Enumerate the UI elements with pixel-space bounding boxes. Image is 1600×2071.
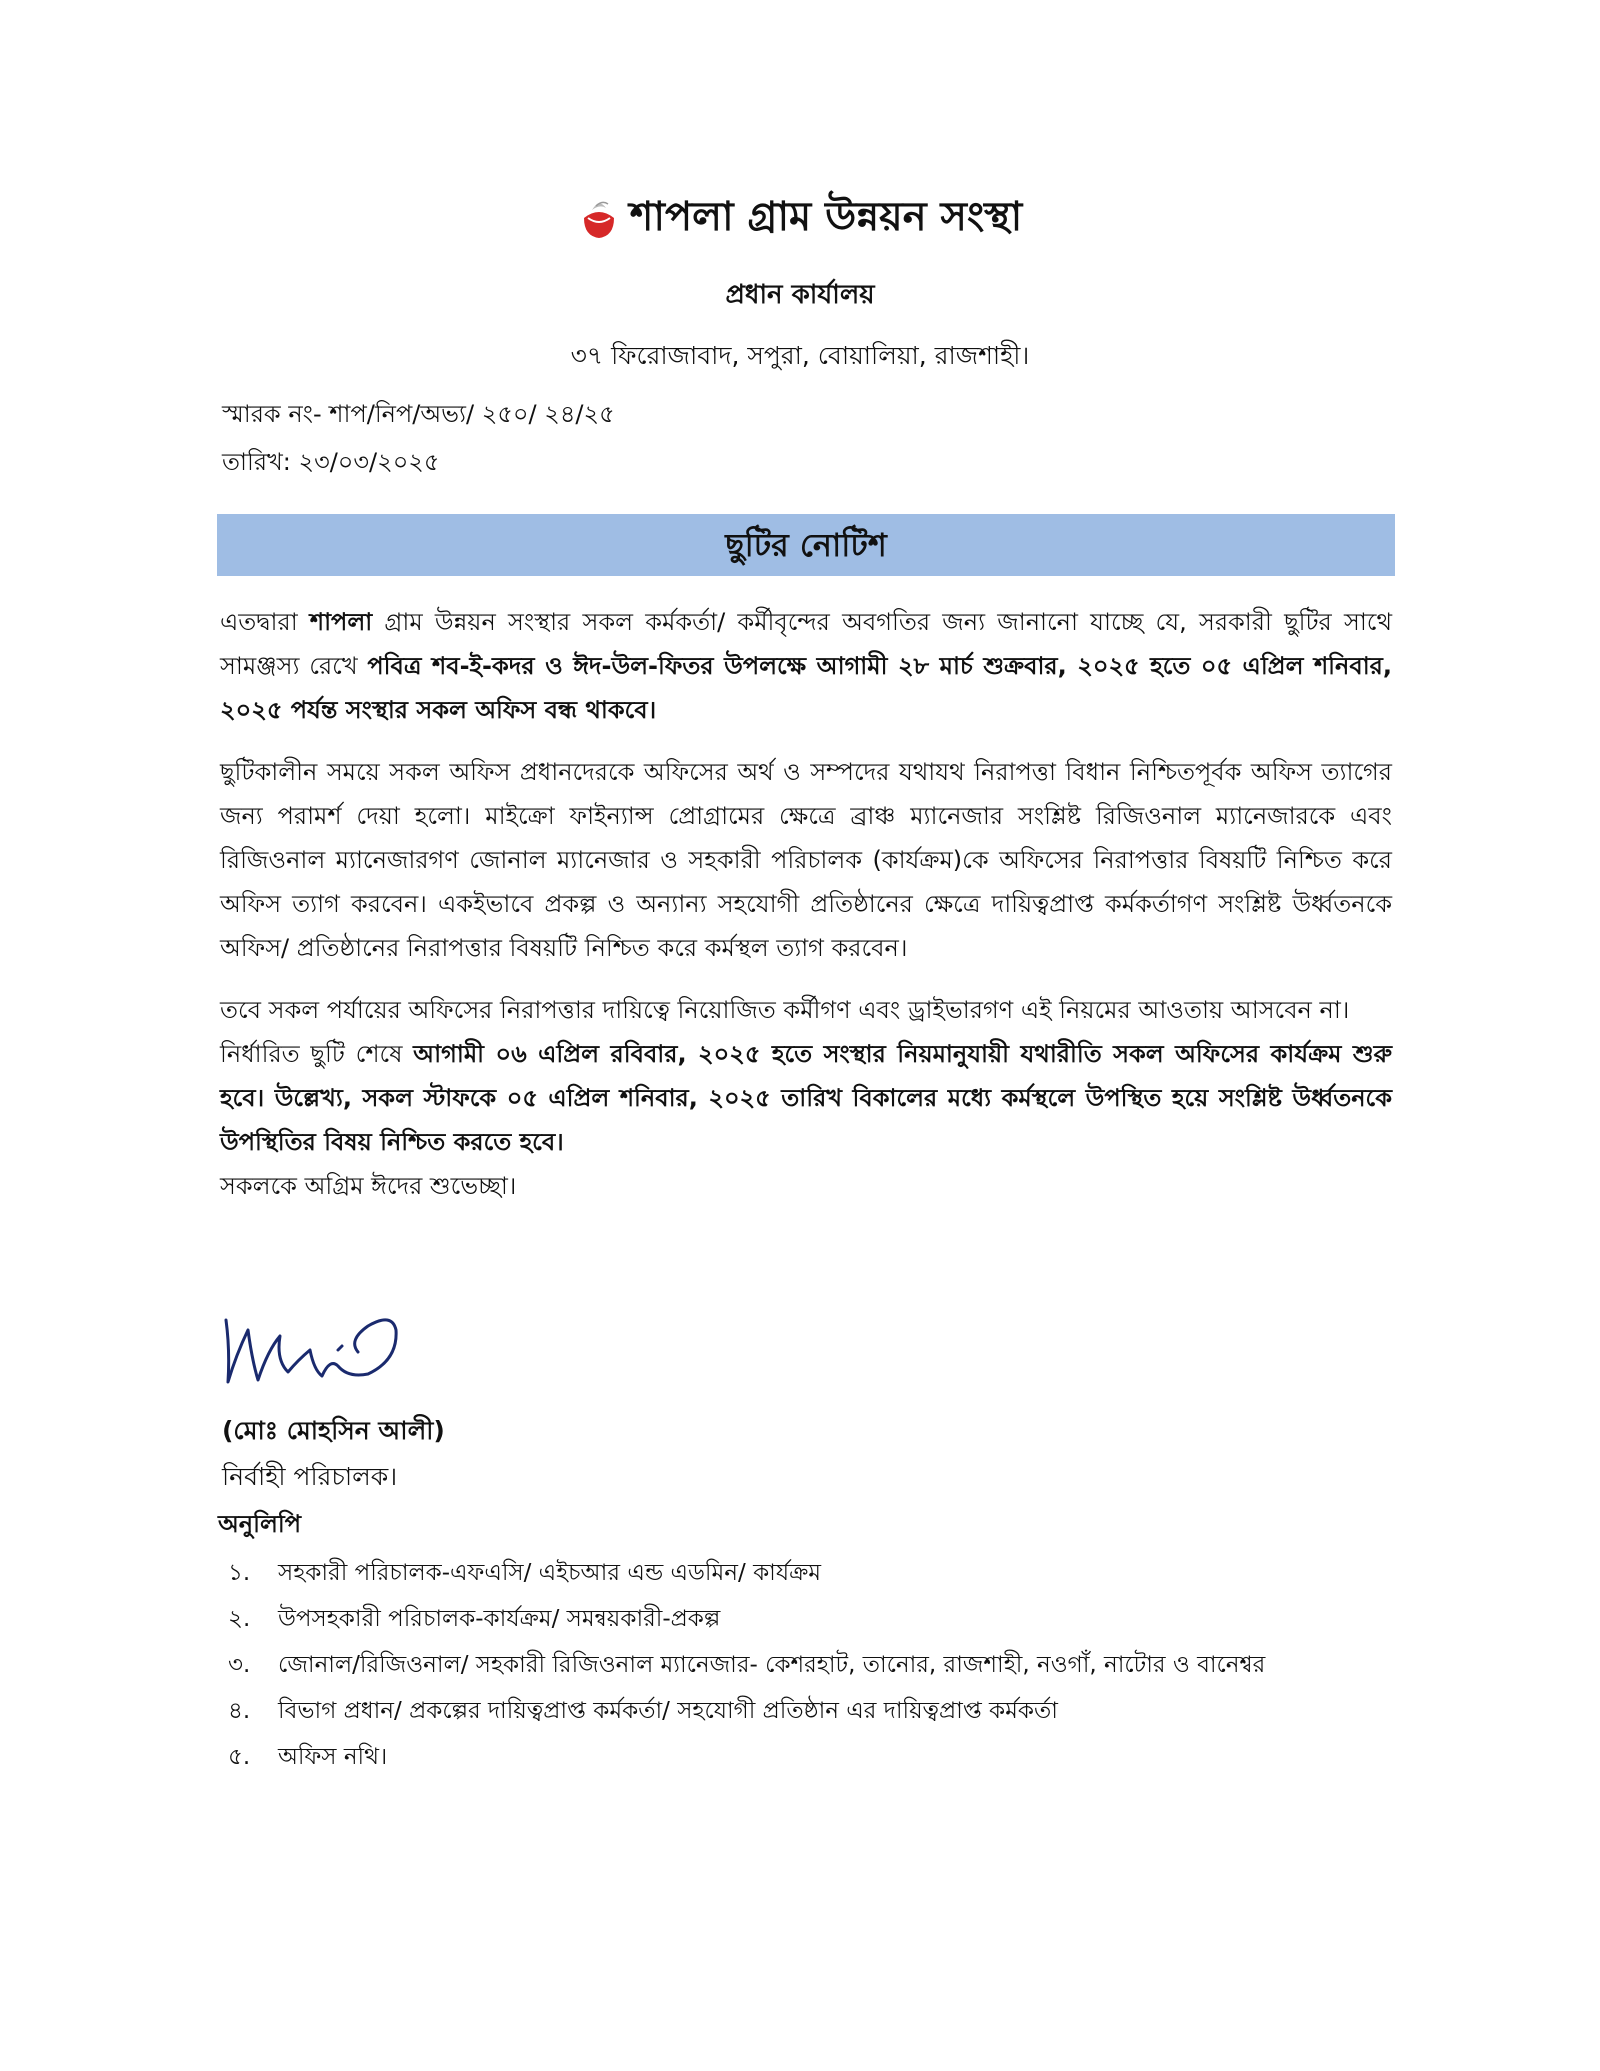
p1-text-c: গ্রাম উন্নয়ন সংস্থার সকল কর্মকর্তা/ কর্মীবৃন্দের অবগতির জন্য জানানো যাচ্ছে যে, সরকারী ছুটির সাথে সামঞ্জস্য রেখে — [220, 608, 1392, 680]
p4-text-a: নির্ধারিত ছুটি শেষে — [220, 1040, 414, 1068]
signer-block — [222, 1408, 445, 1500]
memo-block — [222, 390, 615, 486]
cc-item-text: অফিস নথি। — [278, 1744, 388, 1770]
p1-holiday-bold: পবিত্র শব-ই-কদর ও ঈদ-উল-ফিতর উপলক্ষে আগামী ২৮ মার্চ শুক্রবার, ২০২৫ হতে ০৫ এপ্রিল শনিবার, ২০২৫ পর্যন্ত সংস্থার সকল অফিস বন্ধ থাকবে। — [220, 652, 1393, 724]
notice-body — [220, 600, 1392, 1208]
p4-resume-bold: আগামী ০৬ এপ্রিল রবিবার, ২০২৫ হতে সংস্থার নিয়মানুযায়ী যথারীতি সকল অফিসের কার্যক্রম শুরু হবে। উল্লেখ্য, সকল স্টাফকে ০৫ এপ্রিল শনিবার, ২০২৫ তারিখ বিকালের মধ্যে কর্মস্থলে উপস্থিত হয়ে সংশ্লিষ্ট উর্ধ্বতনকে উপস্থিতির বিষয় নিশ্চিত করতে হবে। — [220, 1040, 1392, 1156]
signer-designation: নির্বাহী পরিচালক। — [222, 1462, 398, 1491]
cc-item — [228, 1642, 1265, 1688]
cc-item-text: বিভাগ প্রধান/ প্রকল্পের দায়িত্বপ্রাপ্ত কর্মকর্তা/ সহযোগী প্রতিষ্ঠান এর দায়িত্বপ্রাপ্ত কর্মকর্তা — [278, 1698, 1058, 1724]
org-name: শাপলা গ্রাম উন্নয়ন সংস্থা — [629, 194, 1023, 240]
office-address: ৩৭ ফিরোজাবাদ, সপুরা, বোয়ালিয়া, রাজশাহী। — [570, 341, 1030, 370]
paragraph-5: সকলকে অগ্রিম ঈদের শুভেচ্ছা। — [220, 1172, 517, 1200]
cc-item — [228, 1596, 1265, 1642]
paragraph-4 — [220, 1032, 1392, 1164]
cc-item-text: উপসহকারী পরিচালক-কার্যক্রম/ সমন্বয়কারী-প্রকল্প — [278, 1606, 721, 1632]
signer-name: (মোঃ মোহসিন আলী) — [222, 1416, 445, 1445]
p1-text-a: এতদ্বারা — [220, 608, 310, 636]
cc-item-number: ৪. — [228, 1698, 251, 1724]
org-line — [578, 185, 1023, 252]
cc-item-number: ১. — [228, 1560, 251, 1586]
shapla-logo-icon — [578, 196, 620, 242]
cc-item-number: ২. — [228, 1606, 251, 1632]
memo-reference: স্মারক নং- শাপ/নিপ/অভ্য/ ২৫০/ ২৪/২৫ — [222, 400, 615, 428]
cc-title: অনুলিপি — [218, 1510, 302, 1538]
signature — [218, 1300, 418, 1392]
paragraph-1 — [220, 600, 1392, 732]
cc-item-text: সহকারী পরিচালক-এফএসি/ এইচআর এন্ড এডমিন/ কার্যক্রম — [278, 1560, 822, 1586]
cc-item-number: ৫. — [228, 1744, 251, 1770]
cc-item-text: জোনাল/রিজিওনাল/ সহকারী রিজিওনাল ম্যানেজার- কেশরহাট, তানোর, রাজশাহী, নওগাঁ, নাটোর ও বানেশ্বর — [278, 1652, 1266, 1678]
paragraph-3: তবে সকল পর্যায়ের অফিসের নিরাপত্তার দায়িত্বে নিয়োজিত কর্মীগণ এবং ড্রাইভারগণ এই নিয়মের আওতায় আসবেন না। — [220, 996, 1350, 1024]
cc-item — [228, 1550, 1265, 1596]
p1-org-bold: শাপলা — [309, 608, 373, 636]
office-name: প্রধান কার্যালয় — [725, 280, 875, 310]
notice-title: ছুটির নোটিশ — [217, 514, 1395, 576]
letterhead — [0, 185, 1600, 379]
cc-list — [228, 1550, 1265, 1780]
cc-item-number: ৩. — [228, 1652, 251, 1678]
paragraph-2: ছুটিকালীন সময়ে সকল অফিস প্রধানদেরকে অফিসের অর্থ ও সম্পদের যথাযথ নিরাপত্তা বিধান নিশ্চিতপূর্বক অফিস ত্যাগের জন্য পরামর্শ দেয়া হলো। মাইক্রো ফাইন্যান্স প্রোগ্রামের ক্ষেত্রে ব্রাঞ্চ ম্যানেজার সংশ্লিষ্ট রিজিওনাল ম্যানেজারকে এবং রিজিওনাল ম্যানেজারগণ জোনাল ম্যানেজার ও সহকারী পরিচালক (কার্যক্রম)কে অফিসের নিরাপত্তার বিষয়টি নিশ্চিত করে অফিস ত্যাগ করবেন। একইভাবে প্রকল্প ও অন্যান্য সহযোগী প্রতিষ্ঠানের ক্ষেত্রে দায়িত্বপ্রাপ্ত কর্মকর্তাগণ সংশ্লিষ্ট উর্ধ্বতনকে অফিস/ প্রতিষ্ঠানের নিরাপত্তার বিষয়টি নিশ্চিত করে কর্মস্থল ত্যাগ করবেন। — [220, 758, 1392, 962]
cc-item — [228, 1734, 1265, 1780]
cc-item — [228, 1688, 1265, 1734]
memo-date: তারিখ: ২৩/০৩/২০২৫ — [222, 448, 440, 476]
